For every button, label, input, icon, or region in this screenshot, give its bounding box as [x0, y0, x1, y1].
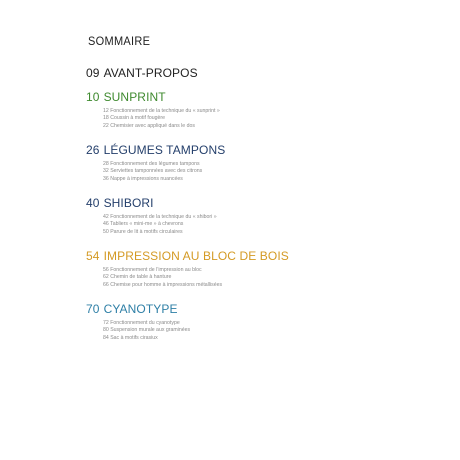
toc-entry: 72 Fonctionnement du cyanotype — [103, 320, 180, 326]
toc-entry: 62 Chemin de table à hanture — [103, 274, 172, 281]
toc-section-shibori — [86, 196, 217, 236]
section-name: SHIBORI — [103, 196, 154, 210]
toc-entry: 36 Nappe à impressions nuancées — [103, 175, 183, 182]
page-title: SOMMAIRE — [88, 35, 151, 49]
toc-entry: 84 Sac à motifs cirasiux — [103, 334, 158, 341]
toc-entry: 50 Parure de lit à motifs circulaires — [103, 228, 183, 235]
toc-entry: 18 Coussin à motif fougère — [103, 115, 165, 122]
section-page-number: 70 — [86, 302, 100, 316]
section-title — [86, 196, 217, 210]
section-title — [86, 90, 220, 104]
toc-section-avant-propos — [86, 66, 198, 80]
toc-entry: 32 Serviettes tamponnées avec des citrons — [103, 168, 203, 175]
toc-entry: 28 Fonctionnement des légumes tampons — [103, 161, 200, 167]
section-page-number: 10 — [86, 90, 100, 104]
section-entries — [103, 161, 225, 183]
toc-entry: 22 Chemisier avec appliqué dans le dos — [103, 122, 195, 129]
section-name: IMPRESSION AU BLOC DE BOIS — [103, 249, 289, 263]
section-name: CYANOTYPE — [103, 302, 178, 316]
toc-section-cyanotype — [86, 302, 190, 342]
section-entries — [103, 108, 220, 130]
toc-entry: 46 Tabliers « mini-me » à chevrons — [103, 221, 184, 228]
section-entries — [103, 214, 217, 236]
toc-entry: 66 Chemise pour homme à impressions métallisées — [103, 281, 223, 288]
toc-entry: 80 Suspension murale aux graminées — [103, 327, 191, 334]
section-name: AVANT-PROPOS — [103, 66, 198, 80]
toc-entry: 12 Fonctionnement de la technique du « sunprint » — [103, 108, 220, 114]
section-name: SUNPRINT — [103, 90, 166, 104]
toc-entry: 42 Fonctionnement de la technique du « shibori » — [103, 214, 217, 220]
section-title — [86, 302, 190, 316]
section-page-number: 09 — [86, 66, 100, 80]
section-name: LÉGUMES TAMPONS — [103, 143, 226, 157]
section-page-number: 40 — [86, 196, 100, 210]
section-page-number: 26 — [86, 143, 100, 157]
section-entries — [103, 267, 289, 289]
toc-section-impression-bloc-de-bois — [86, 249, 289, 289]
section-title — [86, 143, 225, 157]
toc-section-legumes-tampons — [86, 143, 225, 183]
toc-entry: 56 Fonctionnement de l’impression au bloc — [103, 267, 202, 273]
section-title — [86, 66, 198, 80]
section-page-number: 54 — [86, 249, 100, 263]
section-entries — [103, 320, 190, 342]
section-title — [86, 249, 289, 263]
toc-section-sunprint — [86, 90, 220, 130]
